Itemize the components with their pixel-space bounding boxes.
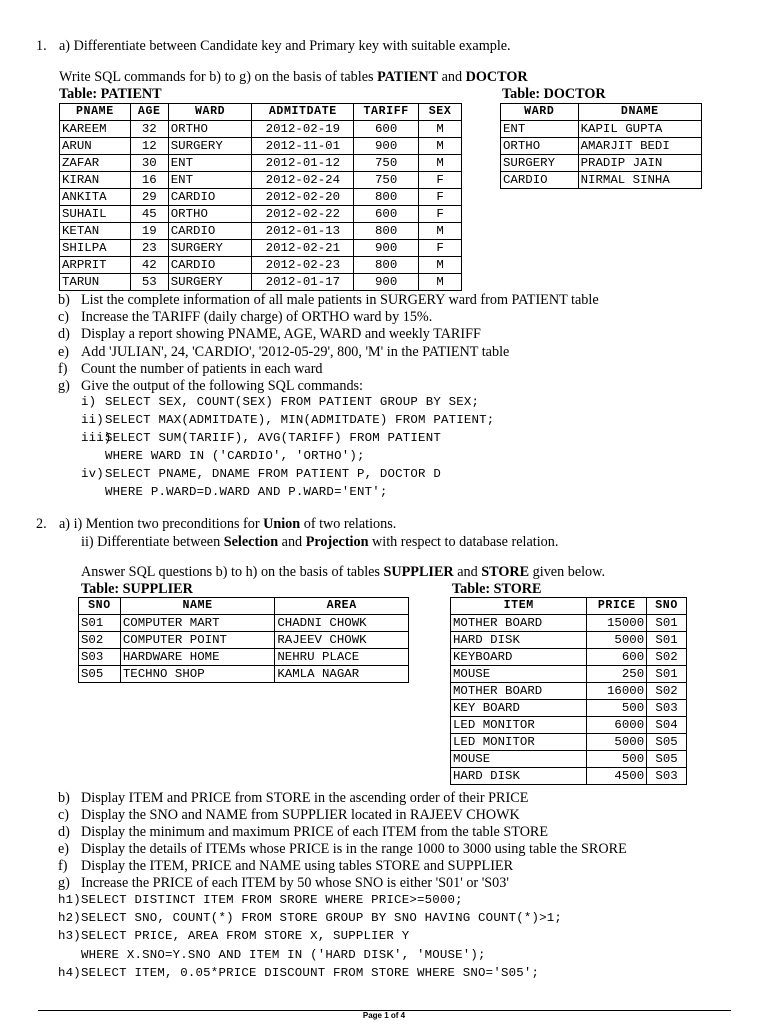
q1-intro-table1: PATIENT — [377, 69, 439, 85]
q1-item-text: Give the output of the following SQL commands: — [81, 378, 364, 394]
q2-a-i-text: a) i) Mention two preconditions for — [59, 516, 264, 532]
supplier-cell: NEHRU PLACE — [275, 649, 409, 666]
store-cell: MOUSE — [451, 751, 587, 768]
q1-item-text: List the complete information of all male patients in SURGERY ward from PATIENT table — [81, 292, 599, 308]
q1-item-text: Increase the TARIFF (daily charge) of ORTHO ward by 15%. — [81, 309, 433, 326]
patient-cell: 30 — [130, 155, 168, 172]
patient-cell: F — [419, 189, 462, 206]
q1-sql-text: SELECT MAX(ADMITDATE), MIN(ADMITDATE) FROM PATIENT; — [105, 412, 495, 427]
patient-row — [60, 155, 462, 172]
store-cell: S04 — [647, 717, 687, 734]
patient-header-cell: WARD — [168, 104, 252, 121]
q1-sql-text: WHERE WARD IN ('CARDIO', 'ORTHO'); — [105, 448, 365, 463]
patient-cell: 2012-02-24 — [252, 172, 354, 189]
q1-item-label: e) — [58, 343, 70, 360]
patient-cell: KAREEM — [60, 121, 131, 138]
store-cell: 500 — [587, 751, 647, 768]
store-cell: S01 — [647, 632, 687, 649]
supplier-cell: CHADNI CHOWK — [275, 615, 409, 632]
supplier-cell: COMPUTER POINT — [120, 632, 275, 649]
q2-intro — [81, 564, 605, 581]
patient-cell: M — [419, 223, 462, 240]
patient-cell: ENT — [168, 172, 252, 189]
q1-intro — [59, 69, 528, 86]
q1-item-label: g) — [58, 378, 70, 394]
store-cell: S03 — [647, 768, 687, 785]
store-cell: HARD DISK — [451, 768, 587, 785]
patient-cell: ZAFAR — [60, 155, 131, 172]
doctor-cell: ENT — [501, 121, 579, 138]
patient-cell: 2012-01-12 — [252, 155, 354, 172]
q1-sql-text: SELECT SEX, COUNT(SEX) FROM PATIENT GROUP BY SEX; — [105, 395, 480, 409]
patient-cell: 800 — [354, 189, 419, 206]
patient-row — [60, 206, 462, 223]
patient-cell: 2012-01-17 — [252, 274, 354, 291]
store-cell: 250 — [587, 666, 647, 683]
doctor-cell: CARDIO — [501, 172, 579, 189]
q2-part-a-i — [59, 516, 396, 533]
q2-number: 2. — [36, 516, 47, 532]
doctor-header-cell: DNAME — [578, 104, 701, 121]
store-row — [451, 700, 687, 717]
patient-cell: ENT — [168, 155, 252, 172]
q1-sql-label: iv) — [81, 466, 104, 481]
q1-item-label: c) — [58, 309, 70, 326]
doctor-cell: NIRMAL SINHA — [578, 172, 701, 189]
patient-cell: M — [419, 138, 462, 155]
patient-cell: 23 — [130, 240, 168, 257]
q1-sql-label: ii) — [81, 412, 104, 427]
doctor-cell: PRADIP JAIN — [578, 155, 701, 172]
q2-sql-text: SELECT SNO, COUNT(*) FROM STORE GROUP BY SNO HAVING COUNT(*)>1; — [81, 911, 563, 926]
q2-a-ii-projection: Projection — [305, 534, 369, 550]
store-cell: MOUSE — [451, 666, 587, 683]
store-header-cell: PRICE — [587, 598, 647, 615]
store-cell: S05 — [647, 734, 687, 751]
patient-cell: M — [419, 257, 462, 274]
q2-item-label: b) — [58, 790, 70, 806]
supplier-cell: RAJEEV CHOWK — [275, 632, 409, 649]
patient-cell: 900 — [354, 138, 419, 155]
supplier-cell: TECHNO SHOP — [120, 666, 275, 683]
patient-cell: M — [419, 274, 462, 291]
store-cell: MOTHER BOARD — [451, 683, 587, 700]
q1-sql-label: iii) — [81, 430, 112, 445]
supplier-table — [78, 597, 409, 683]
patient-cell: CARDIO — [168, 189, 252, 206]
patient-cell: ARPRIT — [60, 257, 131, 274]
q2-sql-label: h4) — [58, 965, 81, 980]
patient-header-cell: ADMITDATE — [252, 104, 354, 121]
q1-item-label: b) — [58, 292, 70, 308]
doctor-table-title: Table: DOCTOR — [502, 86, 606, 102]
q2-a-i-union: Union — [263, 516, 301, 532]
q1-item-text: Add 'JULIAN', 24, 'CARDIO', '2012-05-29', 800, 'M' in the PATIENT table — [81, 343, 510, 360]
patient-cell: M — [419, 155, 462, 172]
patient-row — [60, 257, 462, 274]
store-cell: 15000 — [587, 615, 647, 632]
store-row — [451, 751, 687, 768]
store-cell: KEY BOARD — [451, 700, 587, 717]
patient-cell: KETAN — [60, 223, 131, 240]
patient-cell: 19 — [130, 223, 168, 240]
patient-cell: SHILPA — [60, 240, 131, 257]
q1-sql-text: WHERE P.WARD=D.WARD AND P.WARD='ENT'; — [105, 484, 388, 499]
patient-cell: 29 — [130, 189, 168, 206]
q2-a-ii-and: and — [278, 534, 306, 550]
patient-cell: KIRAN — [60, 172, 131, 189]
q2-item-label: g) — [58, 874, 70, 891]
patient-cell: 32 — [130, 121, 168, 138]
supplier-cell: COMPUTER MART — [120, 615, 275, 632]
q2-item-text: Display the details of ITEMs whose PRICE is in the range 1000 to 3000 using table the SRORE — [81, 840, 627, 857]
patient-cell: CARDIO — [168, 257, 252, 274]
doctor-row — [501, 172, 702, 189]
q2-a-ii-text: ii) Differentiate between — [81, 534, 224, 550]
doctor-row — [501, 138, 702, 155]
patient-cell: ANKITA — [60, 189, 131, 206]
patient-table-title: Table: PATIENT — [59, 86, 162, 102]
store-cell: 4500 — [587, 768, 647, 785]
supplier-row — [79, 666, 409, 683]
patient-row — [60, 274, 462, 291]
q2-item-label: d) — [58, 823, 70, 840]
patient-cell: 2012-02-23 — [252, 257, 354, 274]
store-cell: 16000 — [587, 683, 647, 700]
supplier-row — [79, 615, 409, 632]
q2-item-text: Increase the PRICE of each ITEM by 50 whose SNO is either 'S01' or 'S03' — [81, 874, 509, 891]
patient-cell: 750 — [354, 172, 419, 189]
q2-sql-text: SELECT PRICE, AREA FROM STORE X, SUPPLIER Y — [81, 929, 410, 944]
store-cell: S05 — [647, 751, 687, 768]
supplier-header-cell: NAME — [120, 598, 275, 615]
store-cell: S03 — [647, 700, 687, 717]
patient-cell: 2012-02-20 — [252, 189, 354, 206]
patient-cell: F — [419, 172, 462, 189]
q2-a-i-end: of two relations. — [300, 516, 397, 532]
store-cell: 500 — [587, 700, 647, 717]
supplier-header-cell: SNO — [79, 598, 121, 615]
store-cell: KEYBOARD — [451, 649, 587, 666]
store-header-cell: SNO — [647, 598, 687, 615]
patient-cell: 900 — [354, 274, 419, 291]
supplier-row — [79, 632, 409, 649]
patient-row — [60, 172, 462, 189]
q1-sql-text: SELECT SUM(TARIIF), AVG(TARIFF) FROM PATIENT — [105, 430, 441, 445]
supplier-cell: S01 — [79, 615, 121, 632]
q1-number: 1. — [36, 38, 47, 54]
supplier-cell: KAMLA NAGAR — [275, 666, 409, 683]
q2-sql-label: h2) — [58, 911, 81, 926]
patient-cell: CARDIO — [168, 223, 252, 240]
patient-cell: 800 — [354, 223, 419, 240]
supplier-row — [79, 649, 409, 666]
patient-header-cell: TARIFF — [354, 104, 419, 121]
doctor-row — [501, 121, 702, 138]
store-cell: S02 — [647, 649, 687, 666]
store-row — [451, 734, 687, 751]
patient-cell: SUHAIL — [60, 206, 131, 223]
page-footer: Page 1 of 4 — [362, 1011, 406, 1020]
store-row — [451, 666, 687, 683]
patient-cell: 2012-02-21 — [252, 240, 354, 257]
store-row — [451, 649, 687, 666]
patient-cell: 2012-01-13 — [252, 223, 354, 240]
store-cell: S01 — [647, 666, 687, 683]
q2-part-a-ii — [81, 534, 558, 551]
store-row — [451, 683, 687, 700]
q2-item-text: Display ITEM and PRICE from STORE in the ascending order of their PRICE — [81, 790, 529, 806]
store-cell: LED MONITOR — [451, 717, 587, 734]
q2-item-label: c) — [58, 806, 70, 823]
patient-cell: 900 — [354, 240, 419, 257]
patient-header-cell: SEX — [419, 104, 462, 121]
patient-header-cell: PNAME — [60, 104, 131, 121]
patient-cell: 12 — [130, 138, 168, 155]
store-row — [451, 615, 687, 632]
q2-a-ii-selection: Selection — [223, 534, 279, 550]
supplier-cell: S03 — [79, 649, 121, 666]
doctor-cell: ORTHO — [501, 138, 579, 155]
q2-intro-table2: STORE — [481, 564, 530, 580]
q2-item-label: f) — [58, 857, 68, 874]
q1-intro-table2: DOCTOR — [465, 69, 528, 85]
patient-cell: SURGERY — [168, 274, 252, 291]
supplier-header-cell: AREA — [275, 598, 409, 615]
q2-item-text: Display the ITEM, PRICE and NAME using tables STORE and SUPPLIER — [81, 857, 514, 874]
q2-intro-text: Answer SQL questions b) to h) on the basis of tables — [81, 564, 384, 580]
q2-a-ii-end: with respect to database relation. — [368, 534, 559, 550]
doctor-header-cell: WARD — [501, 104, 579, 121]
store-cell: 600 — [587, 649, 647, 666]
supplier-cell: S02 — [79, 632, 121, 649]
doctor-table — [500, 103, 702, 189]
q1-item-label: d) — [58, 326, 70, 343]
patient-cell: 750 — [354, 155, 419, 172]
q2-sql-text: WHERE X.SNO=Y.SNO AND ITEM IN ('HARD DISK', 'MOUSE'); — [81, 947, 486, 962]
q2-sql-text: SELECT DISTINCT ITEM FROM SRORE WHERE PRICE>=5000; — [81, 893, 463, 907]
patient-cell: 16 — [130, 172, 168, 189]
store-cell: S02 — [647, 683, 687, 700]
supplier-table-title: Table: SUPPLIER — [81, 581, 193, 597]
patient-cell: F — [419, 206, 462, 223]
store-header-cell: ITEM — [451, 598, 587, 615]
patient-cell: 42 — [130, 257, 168, 274]
q1-sql-text: SELECT PNAME, DNAME FROM PATIENT P, DOCTOR D — [105, 466, 441, 481]
q1-item-text: Count the number of patients in each ward — [81, 360, 323, 377]
q2-intro-and: and — [453, 564, 482, 580]
store-cell: 6000 — [587, 717, 647, 734]
store-cell: HARD DISK — [451, 632, 587, 649]
doctor-row — [501, 155, 702, 172]
doctor-cell: AMARJIT BEDI — [578, 138, 701, 155]
store-cell: MOTHER BOARD — [451, 615, 587, 632]
patient-cell: F — [419, 240, 462, 257]
patient-cell: SURGERY — [168, 138, 252, 155]
patient-cell: M — [419, 121, 462, 138]
q1-intro-and: and — [438, 69, 466, 85]
doctor-cell: SURGERY — [501, 155, 579, 172]
patient-cell: 2012-11-01 — [252, 138, 354, 155]
patient-cell: ORTHO — [168, 206, 252, 223]
patient-cell: 45 — [130, 206, 168, 223]
q1-item-text: Display a report showing PNAME, AGE, WARD and weekly TARIFF — [81, 326, 481, 343]
patient-cell: 800 — [354, 257, 419, 274]
patient-row — [60, 223, 462, 240]
q2-sql-label: h1) — [58, 893, 81, 907]
store-cell: LED MONITOR — [451, 734, 587, 751]
patient-cell: SURGERY — [168, 240, 252, 257]
patient-cell: 2012-02-19 — [252, 121, 354, 138]
store-table — [450, 597, 687, 785]
q2-intro-table1: SUPPLIER — [383, 564, 454, 580]
q1-item-label: f) — [58, 360, 68, 377]
store-table-title: Table: STORE — [452, 581, 542, 597]
store-cell: 5000 — [587, 632, 647, 649]
patient-row — [60, 138, 462, 155]
q1-intro-text: Write SQL commands for b) to g) on the basis of tables — [59, 69, 378, 85]
patient-header-cell: AGE — [130, 104, 168, 121]
patient-table — [59, 103, 462, 291]
store-cell: S01 — [647, 615, 687, 632]
store-cell: 5000 — [587, 734, 647, 751]
q2-item-text: Display the SNO and NAME from SUPPLIER located in RAJEEV CHOWK — [81, 806, 520, 823]
supplier-cell: HARDWARE HOME — [120, 649, 275, 666]
patient-cell: ARUN — [60, 138, 131, 155]
patient-cell: 600 — [354, 121, 419, 138]
patient-row — [60, 240, 462, 257]
store-row — [451, 717, 687, 734]
q2-item-label: e) — [58, 840, 70, 857]
doctor-cell: KAPIL GUPTA — [578, 121, 701, 138]
q1-sql-label: i) — [81, 395, 97, 409]
patient-cell: 53 — [130, 274, 168, 291]
patient-cell: TARUN — [60, 274, 131, 291]
patient-row — [60, 189, 462, 206]
q2-sql-text: SELECT ITEM, 0.05*PRICE DISCOUNT FROM STORE WHERE SNO='S05'; — [81, 965, 540, 980]
q2-intro-end: given below. — [529, 564, 606, 580]
patient-row — [60, 121, 462, 138]
q2-item-text: Display the minimum and maximum PRICE of each ITEM from the table STORE — [81, 823, 549, 840]
store-row — [451, 768, 687, 785]
q1-part-a: a) Differentiate between Candidate key and Primary key with suitable example. — [59, 38, 511, 54]
patient-cell: ORTHO — [168, 121, 252, 138]
store-row — [451, 632, 687, 649]
patient-cell: 2012-02-22 — [252, 206, 354, 223]
patient-cell: 600 — [354, 206, 419, 223]
q2-sql-label: h3) — [58, 929, 81, 944]
supplier-cell: S05 — [79, 666, 121, 683]
